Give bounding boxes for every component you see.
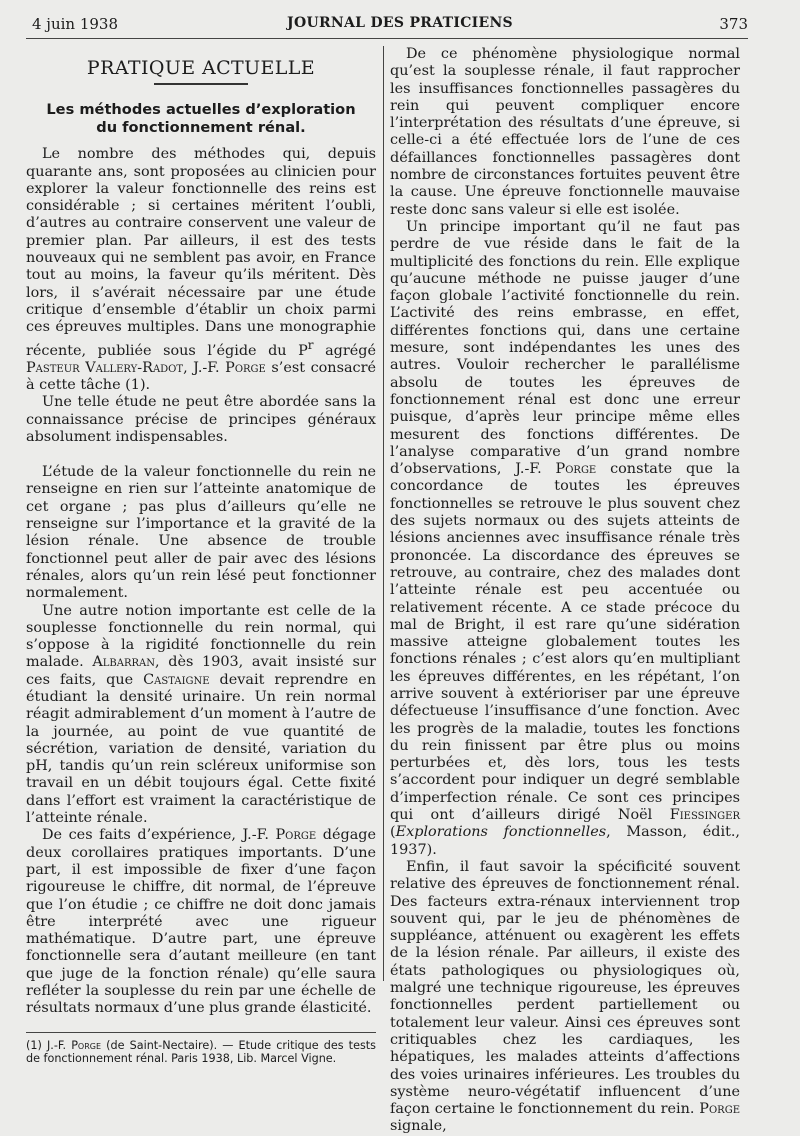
text-run: constate que la concordance de toutes les épreuves fonctionnelles se retrouve le plus souvent chez des sujets normaux ou des sujets atteints de lésions anciennes avec insuffisance rénale très prononcée. La discordance des épreuves se retrouve, au contraire, chez des malades dont l’atteinte rénale est peu accentuée ou relativement récente. A ce stade précoce du mal de Bright, il est rare qu’une sidération massive atteigne globalement toutes les fonctions rénales ; c’est alors qu’en multipliant les épreuves différentes, en les répétant, l’on arrive souvent à extérioriser par une épreuve défectueuse l’insuffisance d’une fonction. Avec les progrès de la maladie, toutes les fonctions du rein finissent par être plus ou moins perturbées et, dès lors, tous les tests s’accordent pour indiquer un degré semblable d’imperfection rénale. Ce sont ces principes qui ont d’ailleurs dirigé Noël — [390, 461, 740, 824]
text-run: s’est consacré à cette tâche (1). — [26, 359, 376, 393]
journal-title: JOURNAL DES PRATICIENS — [287, 15, 513, 31]
text-run: , dès 1903, avait insisté sur ces faits, que — [26, 654, 376, 688]
footnote — [26, 1039, 376, 1065]
paragraph: L’étude de la valeur fonctionnelle du rein ne renseigne en rien sur l’atteinte anatomique de cet organe ; pas plus d’ailleurs qu’elle ne renseigne sur l’importance et la gravité de la lésion rénale. Une absence de trouble fonctionnel peut aller de pair avec des lésions rénales, alors qu’un rein lésé peut fonctionner normalement. — [26, 464, 376, 602]
section-title-rule — [154, 83, 248, 85]
article-title-line1: Les méthodes actuelles d’exploration — [46, 101, 356, 119]
paragraph — [390, 859, 740, 1136]
left-column — [26, 46, 376, 1065]
author-name: Fiessinger — [669, 807, 740, 824]
text-run: Le nombre des méthodes qui, depuis quarante ans, sont proposées au clinicien pour explorer la valeur fonctionnelle des reins est considérable ; si certaines méritent l’oubli, d’autres au contraire conservent une valeur de premier plan. Par ailleurs, il est des tests nouveaux qui ne semblent pas avoir, en France tout au moins, la faveur qu’ils méritent. Dès lors, il s’avérait nécessaire par une étude critique d’ensemble d’établir un choix parmi ces épreuves multiples. Dans une monographie récente, publiée sous l’égide du P — [26, 146, 376, 359]
text-run: (de Saint-Nectaire). — Etude critique des tests de fonctionnement rénal. Paris 1938, Lib. Marcel Vigne. — [26, 1038, 377, 1065]
column-divider — [383, 46, 384, 981]
text-run: , Masson, édit., 1937). — [390, 824, 740, 858]
author-name: Castaigne — [143, 671, 210, 688]
page-number: 373 — [719, 15, 748, 33]
text-run: Un principe important qu’il ne faut pas perdre de vue réside dans le fait de la multiplicité des fonctions du rein. Elle explique qu’aucune méthode ne puisse jauger d’une façon globale l’activité fonctionnelle du rein. L’activité des reins embrasse, en effet, différentes fonctions qui, dans une certaine mesure, sont indépendantes les unes des autres. Vouloir rechercher le parallélisme absolu de toutes les épreuves de fonctionnement rénal est donc une erreur puisque, d’après leur principe même elles mesurent des fonctions différentes. De l’analyse comparative d’un grand nombre d’observations, J.-F. — [390, 218, 740, 478]
text-run: Une autre notion importante est celle de la souplesse fonctionnelle du rein normal, qui s’oppose à la rigidité fonctionnelle du rein malade. — [26, 602, 376, 671]
author-name: Porge — [275, 827, 317, 844]
text-run: , J.-F. — [183, 359, 226, 376]
paragraph: De ce phénomène physiologique normal qu’est la souplesse rénale, il faut rapprocher les insuffisances fonctionnelles passagères du rein qui peuvent compliquer encore l’interprétation des résultats d’une épreuve, si celle-ci a été effectuée lors de l’une de ces défaillances fonctionnelles passagères dont nombre de circonstances fortuites peuvent être la cause. Une épreuve fonctionnelle mauvaise reste donc sans valeur si elle est isolée. — [390, 46, 740, 218]
author-name: Pasteur Vallery-Radot — [26, 359, 184, 376]
author-name: Porge — [71, 1038, 102, 1052]
article-title — [26, 101, 376, 137]
header-rule — [26, 38, 748, 39]
author-name: Porge — [555, 461, 597, 478]
author-name: Porge — [699, 1101, 740, 1118]
author-name: Albarran — [92, 654, 156, 671]
running-head — [0, 15, 800, 39]
paragraph — [26, 827, 376, 1017]
footnote-rule — [26, 1032, 376, 1033]
article-title-line2: du fonctionnement rénal. — [96, 119, 306, 137]
text-run: dégage deux corollaires pratiques importants. D’une part, il est impossible de fixer d’une façon rigoureuse le chiffre, dit normal, de l’épreuve que l’on étudie ; ce chiffre ne doit donc jamais être interprété avec une rigueur mathématique. D’autre part, une épreuve fonctionnelle sera d’autant meilleure (en tant que juge de la fonction rénale) qu’elle saura refléter la souplesse du rein par une échelle de résultats normaux d’une plus grande élasticité. — [26, 827, 376, 1017]
text-run: (1) J.-F. — [26, 1038, 72, 1052]
right-column — [390, 46, 740, 1136]
paragraph — [26, 146, 376, 394]
text-run: Enfin, il faut savoir la spécificité souvent relative des épreuves de fonctionnement rénal. Des facteurs extra-rénaux interviennent trop souvent qui, par le jeu de phénomènes de suppléance, atténuent ou exagèrent les effets de la lésion rénale. Par ailleurs, il existe des états pathologiques ou physiologiques où, malgré une technique rigoureuse, les épreuves fonctionnelles perdent partiellement ou totalement leur valeur. Ainsi ces épreuves sont critiquables chez les cardiaques, les hépatiques, les malades atteints d’affections des voies urinaires inférieures. Les troubles du système neuro-végétatif influencent d’une façon certaine le fonctionnement du rein. — [390, 858, 740, 1118]
text-run: De ces faits d’expérience, J.-F. — [42, 827, 276, 844]
book-title: Explorations fonctionnelles — [395, 824, 607, 841]
text-run: devait reprendre en étudiant la densité urinaire. Un rein normal réagit admirablement d’un moment à l’autre de la journée, au point de vue quantité de sécrétion, variation de densité, variation du pH, tandis qu’un rein scléreux uniformise son travail en un débit toujours égal. Cette fixité dans l’effort est vraiment la caractéristique de l’atteinte rénale. — [26, 671, 376, 827]
text-run: ( — [390, 824, 396, 841]
superscript: r — [307, 337, 314, 352]
paragraph — [26, 603, 376, 828]
issue-date: 4 juin 1938 — [32, 15, 119, 33]
author-name: Porge — [225, 359, 266, 376]
paragraph: Une telle étude ne peut être abordée sans la connaissance précise de principes généraux absolument indispensables. — [26, 394, 376, 445]
paragraph — [390, 219, 740, 859]
section-title: PRATIQUE ACTUELLE — [86, 57, 316, 79]
text-run: agrégé — [313, 342, 376, 359]
text-run: signale, — [390, 1118, 447, 1135]
